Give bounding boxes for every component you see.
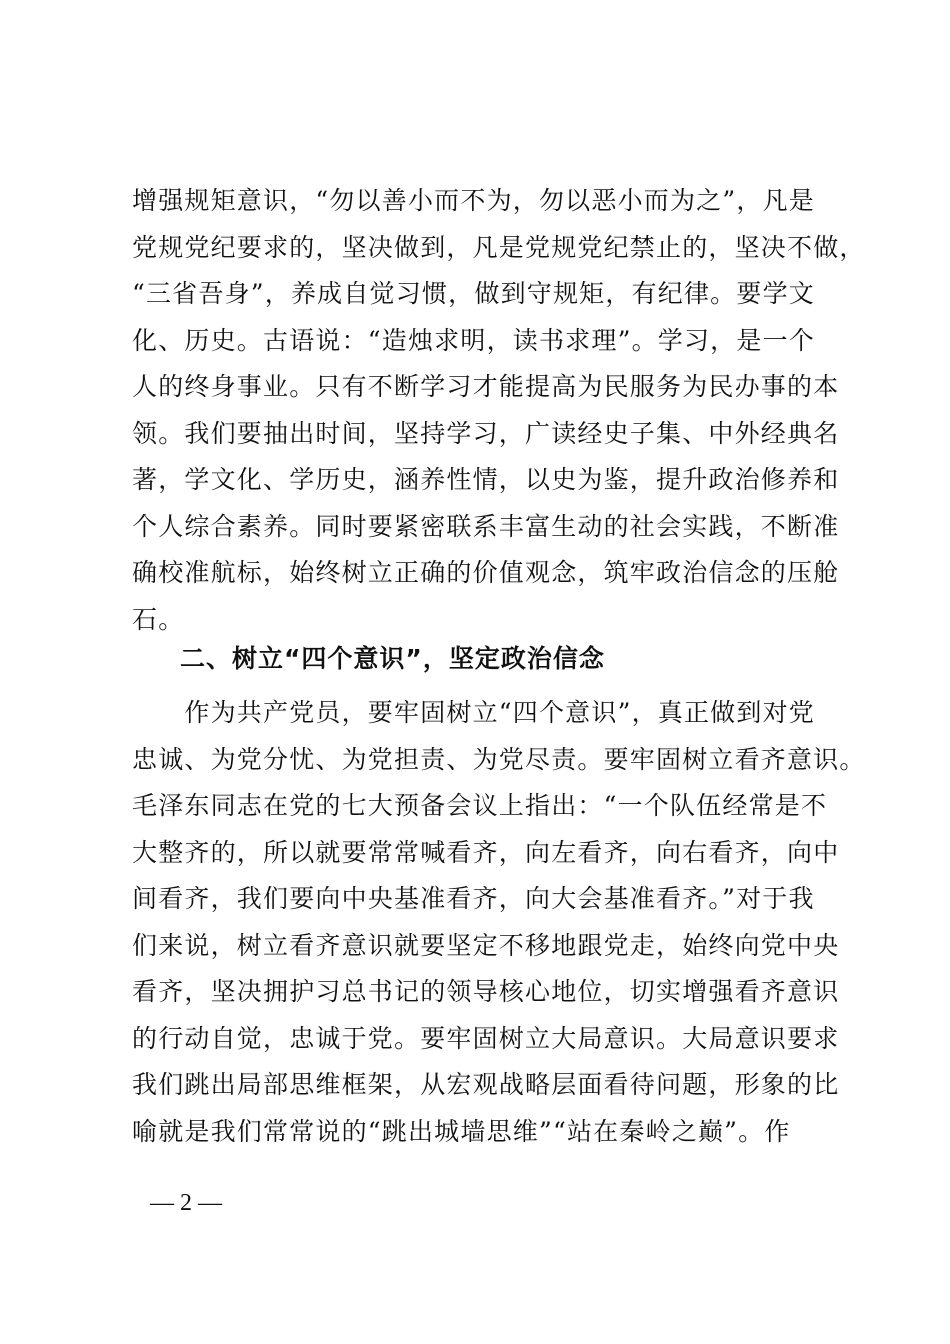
section-heading: 二、树立“四个意识”，坚定政治信念	[180, 644, 605, 673]
text-line: 领。我们要抽出时间，坚持学习，广读经史子集、中外经典名	[132, 418, 840, 448]
text-line: 们来说，树立看齐意识就要坚定不移地跟党走，始终向党中央	[132, 930, 840, 960]
text-line: 大整齐的，所以就要常常喊看齐，向左看齐，向右看齐，向中	[132, 837, 840, 867]
text-line: 党规党纪要求的，坚决做到，凡是党规党纪禁止的，坚决不做，	[132, 232, 866, 262]
text-line: 人的终身事业。只有不断学习才能提高为民服务为民办事的本	[132, 372, 840, 401]
text-line: 作为共产党员，要牢固树立“四个意识”，真正做到对党	[132, 698, 815, 727]
text-line: 个人综合素养。同时要紧密联系丰富生动的社会实践，不断准	[132, 511, 840, 541]
paragraph-four-consciousness	[132, 690, 866, 1155]
text-line: 的行动自觉，忠诚于党。要牢固树立大局意识。大局意识要求	[132, 1023, 840, 1053]
text-line: “三省吾身”，养成自觉习惯，做到守规矩，有纪律。要学文	[132, 279, 815, 308]
text-line: 确校准航标，始终树立正确的价值观念，筑牢政治信念的压舱	[132, 558, 840, 587]
text-line: 化、历史。古语说：“造烛求明，读书求理”。学习，是一个	[132, 325, 815, 355]
text-line: 著，学文化、学历史，涵养性情，以史为鉴，提升政治修养和	[132, 465, 840, 494]
text-line: 忠诚、为党分忧、为党担责、为党尽责。要牢固树立看齐意识。	[132, 744, 866, 774]
text-line: 我们跳出局部思维框架，从宏观战略层面看待问题，形象的比	[132, 1070, 840, 1099]
text-line: 喻就是我们常常说的“跳出城墙思维”“站在秦岭之巅”。作	[132, 1116, 791, 1146]
text-line: 石。	[132, 604, 185, 634]
text-line: 间看齐，我们要向中央基准看齐，向大会基准看齐。”对于我	[132, 884, 815, 913]
text-line: 毛泽东同志在党的七大预备会议上指出：“一个队伍经常是不	[132, 791, 828, 820]
text-line: 看齐，坚决拥护习总书记的领导核心地位，切实增强看齐意识	[132, 977, 840, 1006]
paragraph-discipline-study	[132, 178, 866, 643]
page-number: — 2 —	[150, 1190, 222, 1216]
text-line: 增强规矩意识，“勿以善小而不为，勿以恶小而为之”，凡是	[132, 186, 815, 215]
